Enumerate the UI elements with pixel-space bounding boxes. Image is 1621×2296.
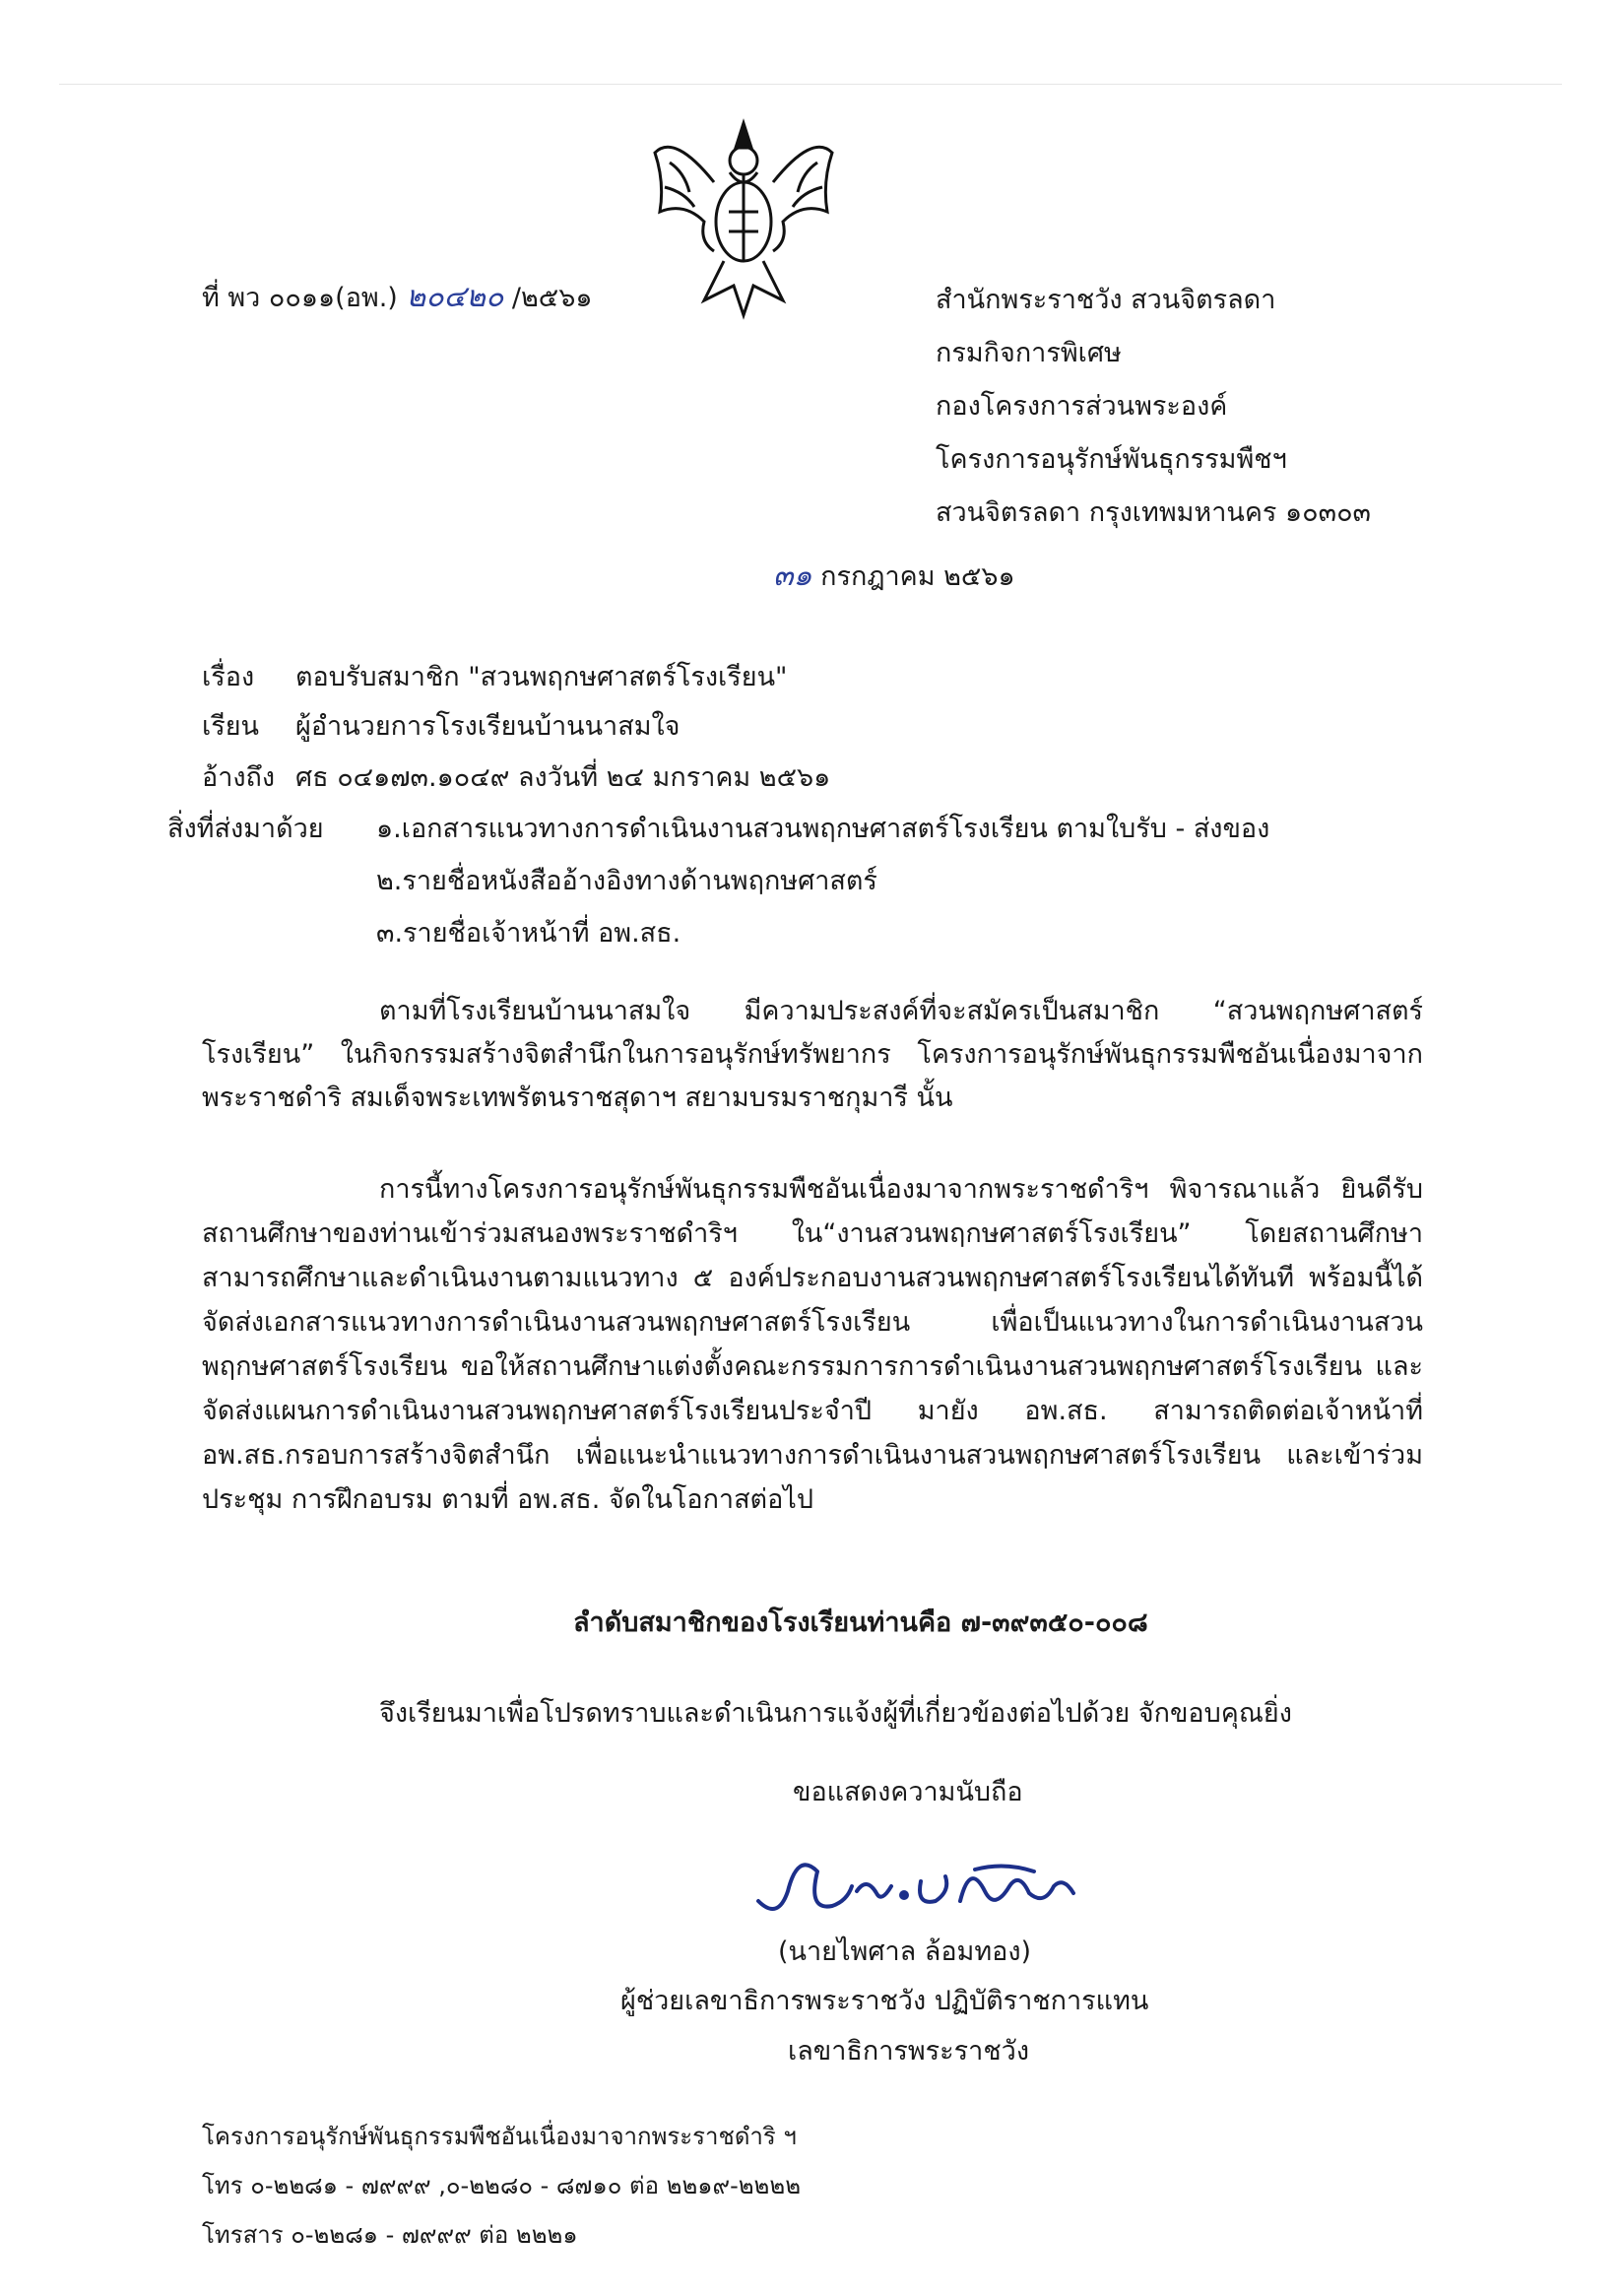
- to-value: ผู้อำนวยการโรงเรียนบ้านนาสมใจ: [295, 711, 681, 742]
- sender-line-3: กองโครงการส่วนพระองค์: [936, 391, 1228, 422]
- footer-org: โครงการอนุรักษ์พันธุกรรมพืชอันเนื่องมาจากพระราชดำริ ฯ: [202, 2123, 797, 2150]
- reference-value: ศธ ๐๔๑๗๓.๑๐๔๙ ลงวันที่ ๒๔ มกราคม ๒๕๖๑: [295, 762, 831, 793]
- sender-line-4: โครงการอนุรักษ์พันธุกรรมพืชฯ: [936, 444, 1287, 475]
- ref-number: [202, 278, 593, 318]
- sender-line-1: สำนักพระราชวัง สวนจิตรลดา: [936, 285, 1276, 315]
- signer-position-1: ผู้ช่วยเลขาธิการพระราชวัง ปฏิบัติราชการแทน: [620, 1986, 1149, 2016]
- ref-handwritten-number: ๒๐๔๒๐: [406, 280, 504, 314]
- sender-line-5: สวนจิตรลดา กรุงเทพมหานคร ๑๐๓๐๓: [936, 497, 1372, 528]
- subject-value: ตอบรับสมาชิก "สวนพฤกษศาสตร์โรงเรียน": [295, 662, 788, 692]
- signer-name: (นายไพศาล ล้อมทอง): [778, 1936, 1032, 1967]
- regards: ขอแสดงความนับถือ: [793, 1777, 1023, 1807]
- signature-icon: [748, 1832, 1103, 1940]
- scan-edge-line: [59, 84, 1562, 85]
- signer-position-2: เลขาธิการพระราชวัง: [788, 2036, 1030, 2066]
- sender-line-2: กรมกิจการพิเศษ: [936, 338, 1122, 368]
- to-label: เรียน: [202, 711, 260, 742]
- subject-label: เรื่อง: [202, 662, 255, 692]
- enclosure-item-3: ๓.รายชื่อเจ้าหน้าที่ อพ.สธ.: [376, 918, 681, 949]
- reference-label: อ้างถึง: [202, 762, 276, 793]
- closing-sentence: จึงเรียนมาเพื่อโปรดทราบและดำเนินการแจ้งผู้ที่เกี่ยวข้องต่อไปด้วย จักขอบคุณยิ่ง: [379, 1698, 1292, 1729]
- footer-tel: โทร ๐-๒๒๘๑ - ๗๙๙๙ ,๐-๒๒๘๐ - ๘๗๑๐ ต่อ ๒๒๑๙-๒๒๒๒: [202, 2172, 802, 2199]
- member-number: ลำดับสมาชิกของโรงเรียนท่านคือ ๗-๓๙๓๕๐-๐๐๘: [573, 1607, 1148, 1638]
- ref-suffix: /๒๕๖๑: [511, 283, 593, 313]
- footer-fax: โทรสาร ๐-๒๒๘๑ - ๗๙๙๙ ต่อ ๒๒๒๑: [202, 2221, 578, 2249]
- body-paragraph-1: ตามที่โรงเรียนบ้านนาสมใจ มีความประสงค์ที่จะสมัครเป็นสมาชิก “สวนพฤกษศาสตร์โรงเรียน” ในกิจกรรมสร้างจิตสำนึกในการอนุรักษ์ทรัพยากร โครงการอนุรักษ์พันธุกรรมพืชอันเนื่องมาจากพระราชดำริ สมเด็จพระเทพรัตนราชสุดาฯ สยามบรมราชกุมารี นั้น: [202, 996, 1423, 1113]
- garuda-emblem-icon: [645, 113, 842, 320]
- enclosure-item-2: ๒.รายชื่อหนังสืออ้างอิงทางด้านพฤกษศาสตร์: [376, 866, 877, 896]
- date-day-handwritten: ๓๑: [773, 558, 812, 593]
- enclosures-label: สิ่งที่ส่งมาด้วย: [167, 814, 324, 844]
- ref-prefix: ที่ พว ๐๐๑๑(อพ.): [202, 283, 398, 313]
- enclosure-item-1: ๑.เอกสารแนวทางการดำเนินงานสวนพฤกษศาสตร์โรงเรียน ตามใบรับ - ส่งของ: [376, 814, 1270, 844]
- letter-date: [773, 557, 1015, 597]
- body-paragraph-2: การนี้ทางโครงการอนุรักษ์พันธุกรรมพืชอันเนื่องมาจากพระราชดำริฯ พิจารณาแล้ว ยินดีรับสถานศึกษาของท่านเข้าร่วมสนองพระราชดำริฯ ใน“งานสวนพฤกษศาสตร์โรงเรียน” โดยสถานศึกษาสามารถศึกษาและดำเนินงานตามแนวทาง ๕ องค์ประกอบงานสวนพฤกษศาสตร์โรงเรียนได้ทันที พร้อมนี้ได้จัดส่งเอกสารแนวทางการดำเนินงานสวนพฤกษศาสตร์โรงเรียน เพื่อเป็นแนวทางในการดำเนินงานสวนพฤกษศาสตร์โรงเรียน ขอให้สถานศึกษาแต่งตั้งคณะกรรมการการดำเนินงานสวนพฤกษศาสตร์โรงเรียน และจัดส่งแผนการดำเนินงานสวนพฤกษศาสตร์โรงเรียนประจำปี มายัง อพ.สธ. สามารถติดต่อเจ้าหน้าที่ อพ.สธ.กรอบการสร้างจิตสำนึก เพื่อแนะนำแนวทางการดำเนินงานสวนพฤกษศาสตร์โรงเรียน และเข้าร่วมประชุม การฝึกอบรม ตามที่ อพ.สธ. จัดในโอกาสต่อไป: [202, 1174, 1423, 1515]
- date-rest: กรกฎาคม ๒๕๖๑: [820, 561, 1015, 592]
- sender-block: [936, 274, 1371, 540]
